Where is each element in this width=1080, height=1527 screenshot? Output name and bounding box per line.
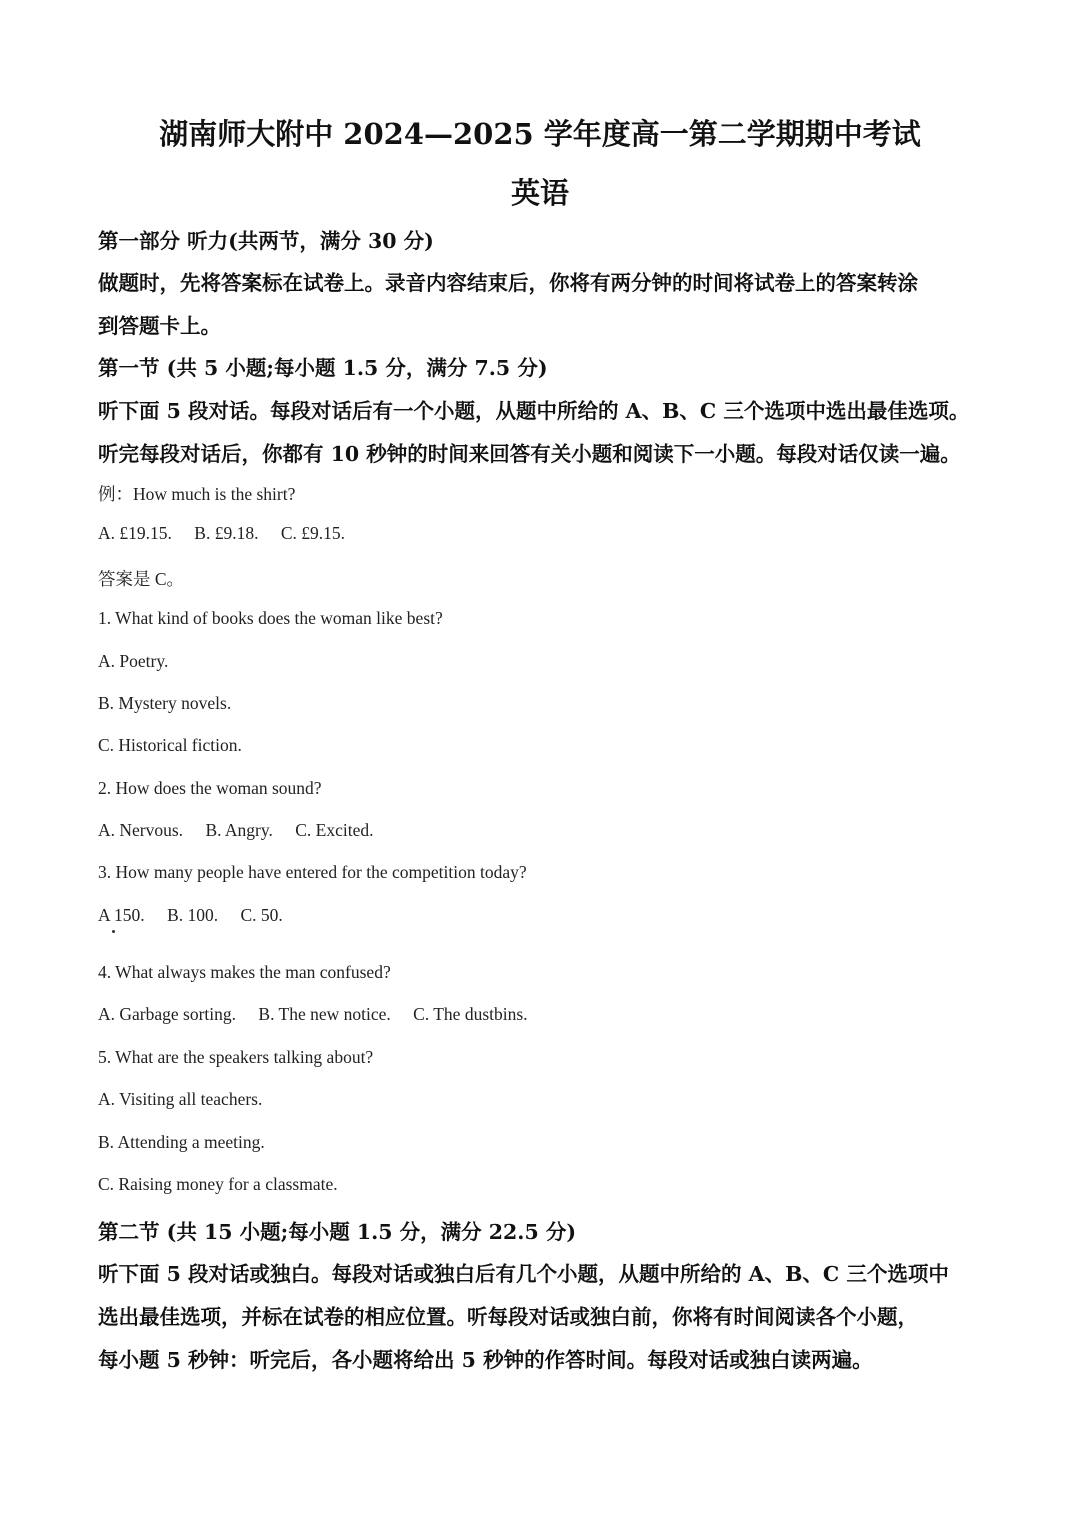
- option: B. 100.: [167, 905, 219, 925]
- question-4: 4. What always makes the man confused?: [98, 962, 391, 982]
- option: A. £19.15.: [98, 523, 172, 543]
- q1-option-b: B. Mystery novels.: [98, 693, 232, 713]
- example-answer: 答案是 C。: [98, 569, 185, 589]
- section1-heading: 第一节 (共 5 小题;每小题 1.5 分，满分 7.5 分): [98, 356, 548, 380]
- question-5: 5. What are the speakers talking about?: [98, 1047, 374, 1067]
- section1-instruction-line1: 听下面 5 段对话。每段对话后有一个小题，从题中所给的 A、B、C 三个选项中选出最佳选项。: [98, 399, 970, 423]
- option: C. 50.: [240, 905, 283, 925]
- option: B. £9.18.: [194, 523, 259, 543]
- question-1: 1. What kind of books does the woman like best?: [98, 608, 443, 628]
- example-question: 例：How much is the shirt?: [98, 484, 296, 504]
- part1-intro-line1: 做题时，先将答案标在试卷上。录音内容结束后，你将有两分钟的时间将试卷上的答案转涂: [98, 271, 918, 295]
- q5-option-a: A. Visiting all teachers.: [98, 1089, 263, 1109]
- option: C. The dustbins.: [413, 1004, 528, 1024]
- q4-options: [98, 1004, 528, 1025]
- q1-option-c: C. Historical fiction.: [98, 735, 242, 755]
- option: C. Excited.: [295, 820, 374, 840]
- option: B. The new notice.: [258, 1004, 391, 1024]
- q2-options: [98, 820, 373, 841]
- part1-heading: 第一部分 听力(共两节，满分 30 分): [98, 229, 434, 253]
- exam-subject: 英语: [510, 176, 569, 210]
- option: A. Nervous.: [98, 820, 184, 840]
- example-options: [98, 523, 345, 544]
- option: C. £9.15.: [280, 523, 346, 543]
- part1-intro-line2: 到答题卡上。: [98, 314, 221, 338]
- q3-options: [98, 905, 283, 926]
- section1-instruction-line2: 听完每段对话后，你都有 10 秒钟的时间来回答有关小题和阅读下一小题。每段对话仅读一遍。: [98, 442, 961, 466]
- section2-heading: 第二节 (共 15 小题;每小题 1.5 分，满分 22.5 分): [98, 1220, 577, 1244]
- option: B. Angry.: [205, 820, 273, 840]
- option: A. Garbage sorting.: [98, 1004, 237, 1024]
- stray-dot: [112, 930, 115, 933]
- q1-option-a: A. Poetry.: [98, 651, 169, 671]
- section2-instruction-line3: 每小题 5 秒钟：听完后，各小题将给出 5 秒钟的作答时间。每段对话或独白读两遍。: [98, 1348, 873, 1372]
- question-2: 2. How does the woman sound?: [98, 778, 322, 798]
- q5-option-c: C. Raising money for a classmate.: [98, 1174, 338, 1194]
- option: A 150.: [98, 905, 145, 925]
- exam-title: 湖南师大附中 2024—2025 学年度高一第二学期期中考试: [159, 117, 921, 151]
- question-3: 3. How many people have entered for the competition today?: [98, 862, 527, 882]
- section2-instruction-line2: 选出最佳选项，并标在试卷的相应位置。听每段对话或独白前，你将有时间阅读各个小题，: [98, 1305, 918, 1329]
- section2-instruction-line1: 听下面 5 段对话或独白。每段对话或独白后有几个小题，从题中所给的 A、B、C 三个选项中: [98, 1262, 949, 1286]
- q5-option-b: B. Attending a meeting.: [98, 1132, 265, 1152]
